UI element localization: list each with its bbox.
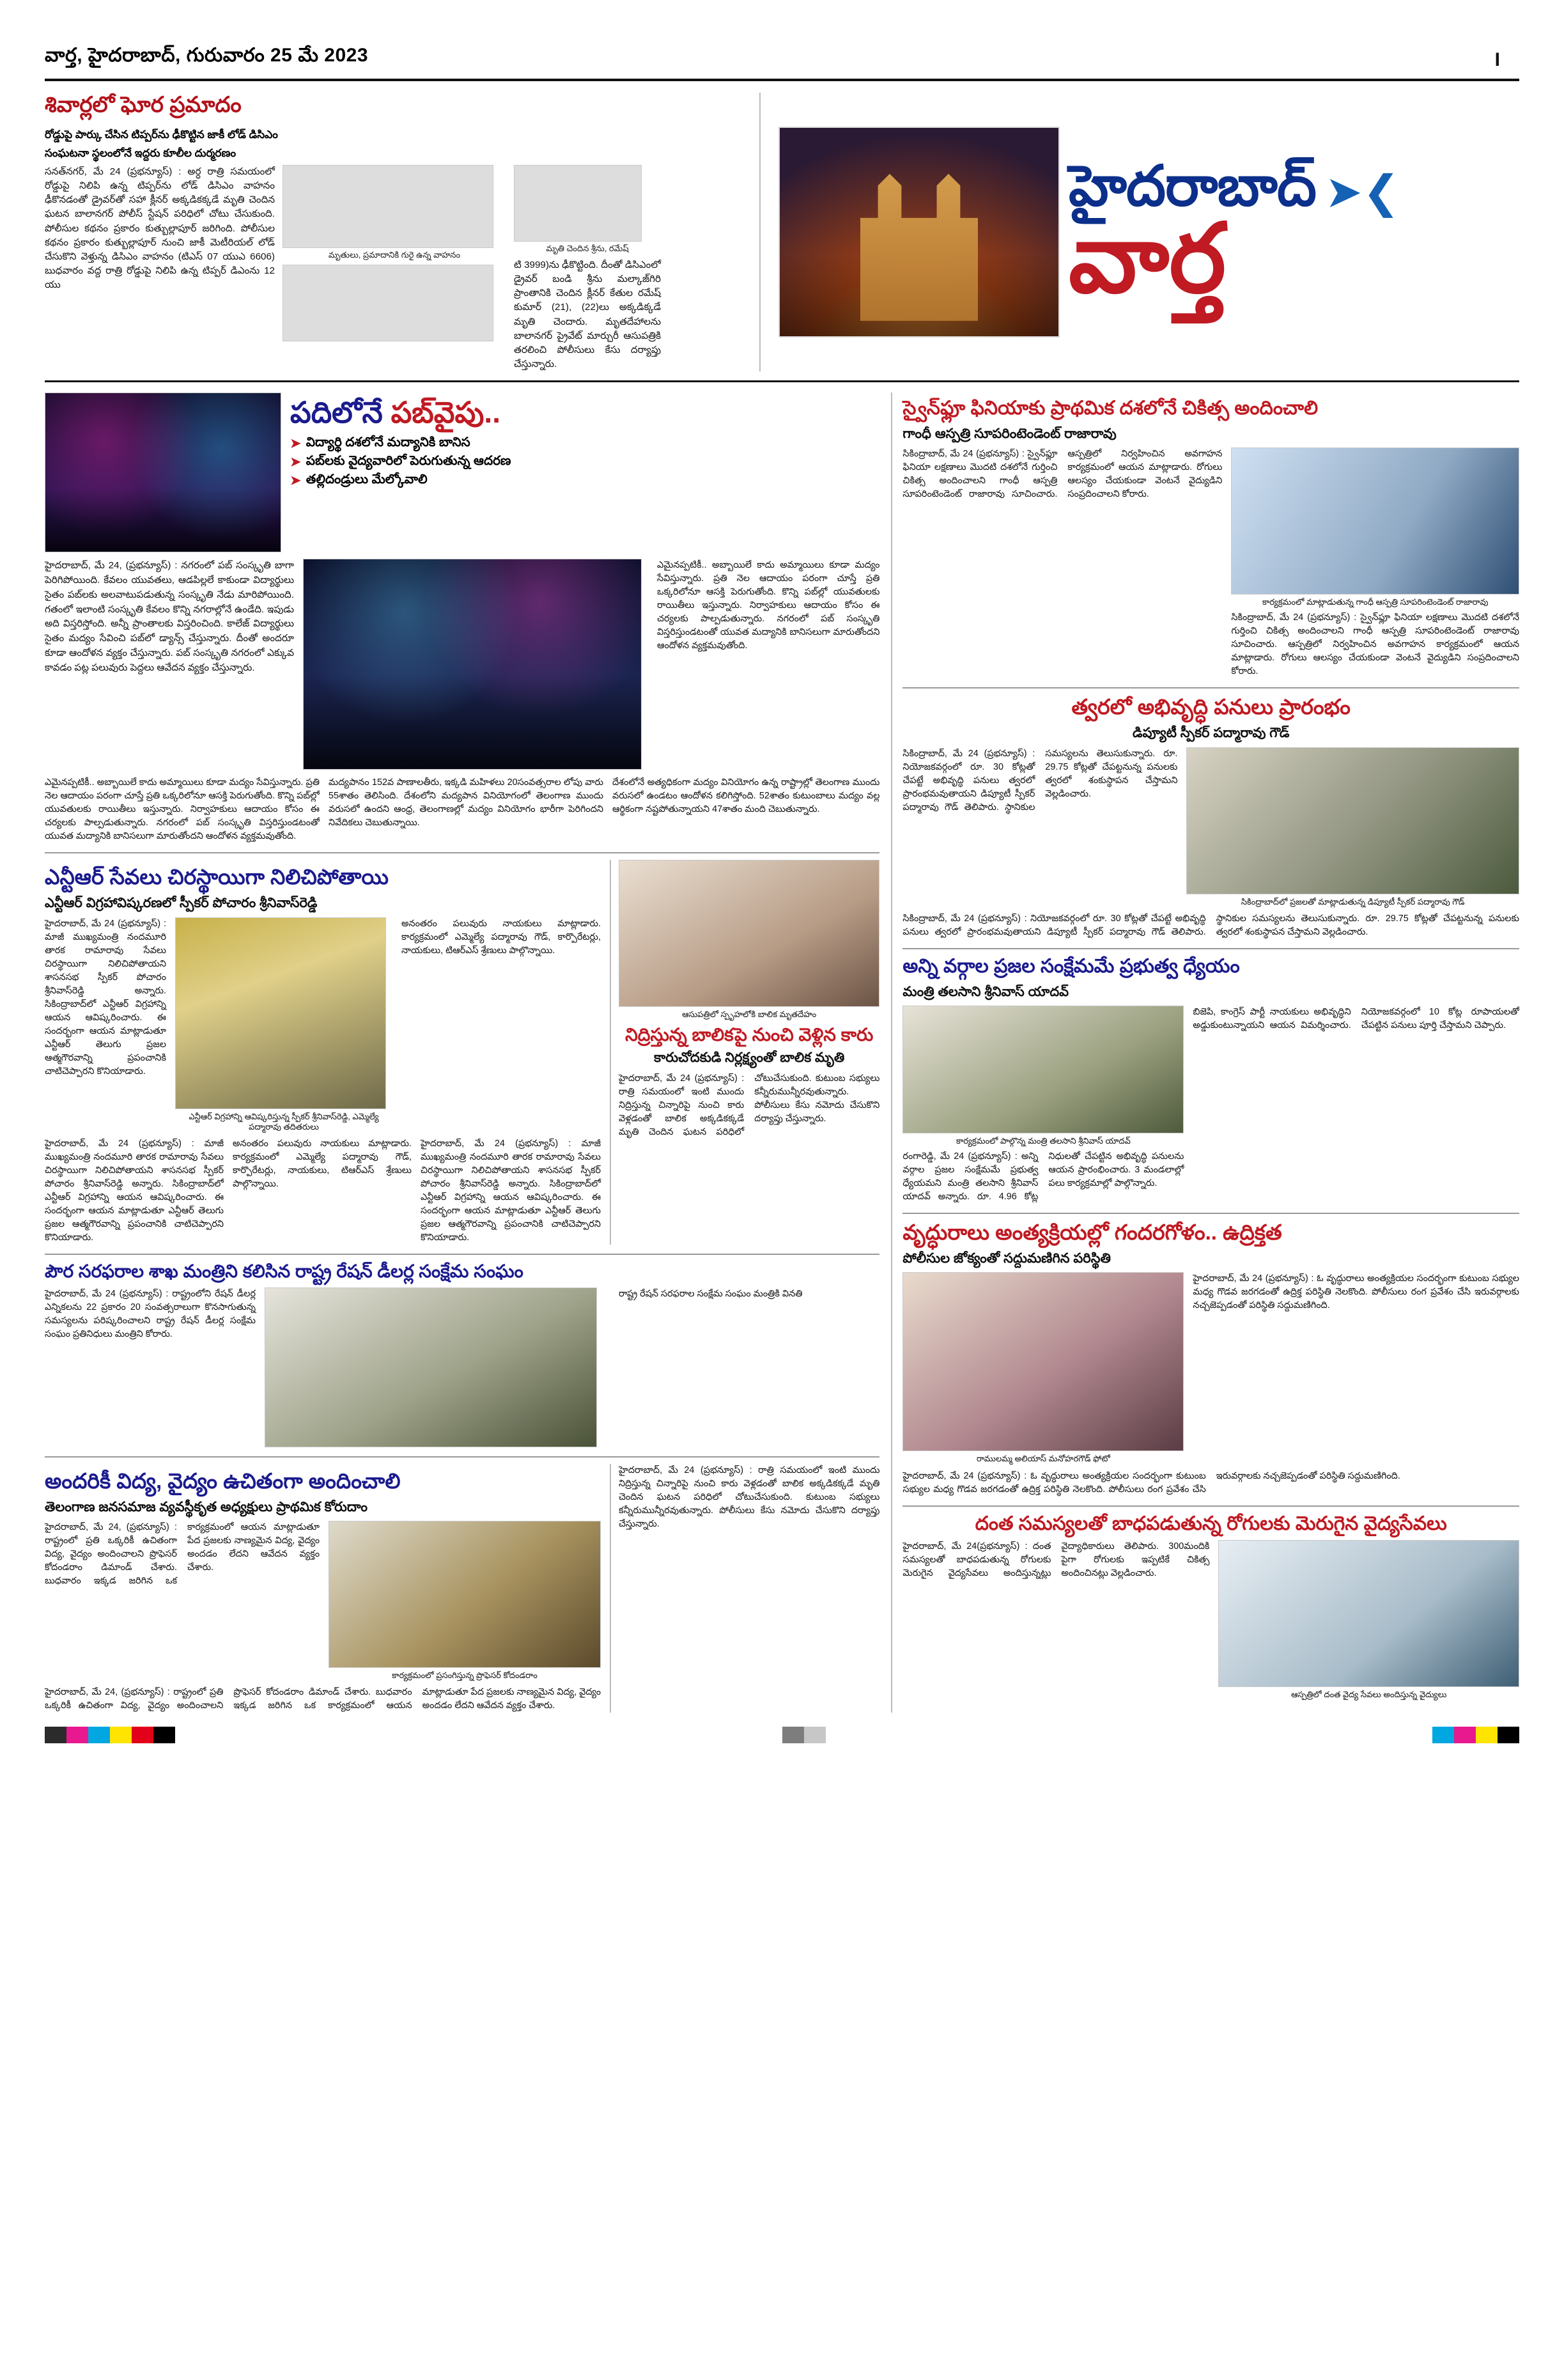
- dateline: వార్త, హైదరాబాద్, గురువారం 25 మే 2023: [45, 45, 369, 66]
- swine-headline: స్వైన్‌ఫ్లూ ఫినియాకు ప్రాథమిక దశలోనే చికిత్స అందించాలి: [902, 398, 1319, 419]
- lead-story: [45, 393, 879, 552]
- color-swatch: [45, 1727, 66, 1743]
- color-swatch: [66, 1727, 88, 1743]
- girl-victim-photo: [619, 860, 879, 1007]
- victims-portrait-photo: [514, 165, 642, 242]
- swine-clinic-photo: [1231, 447, 1519, 595]
- welfare-ministers-photo: [902, 1006, 1184, 1133]
- ration-headline: పౌర సరఫరాల శాఖ మంత్రిని కలిసిన రాష్ట్ర రేషన్ డీలర్ల సంక్షేమ సంఘం: [45, 1261, 523, 1282]
- welfare-body: రంగారెడ్డి, మే 24 (ప్రభన్యూస్) : అన్ని వర్గాల ప్రజల సంక్షేమమే ప్రభుత్వ ధ్యేయమని మంత్రి తలసాని శ్రీనివాస్ యాదవ్ అన్నారు. రూ. 4.96 కోట్ల నిధులతో చేపట్టిన అభివృద్ధి పనులను ఆయన ప్రారంభించారు. 3 మండలాల్లో పలు కార్యక్రమాల్లో పాల్గొన్నారు.: [902, 1151, 1184, 1202]
- dental-clinic-photo: [1218, 1540, 1519, 1687]
- education-photo-caption: కార్యక్రమంలో ప్రసంగిస్తున్న ప్రొఫెసర్ కోదండరాం: [392, 1670, 538, 1680]
- arrow-icon: ➤: [290, 436, 301, 451]
- masthead-band: [45, 81, 1519, 382]
- swine-body: సికింద్రాబాద్, మే 24 (ప్రభన్యూస్) : స్వైన్‌ఫ్లూ ఫినియా లక్షణాలు మొదటి దశలోనే గుర్తించి చికిత్స అందించాలని గాంధీ ఆస్పత్రి సూపరింటెండెంట్ రాజారావు సూచించారు. ఆస్పత్రిలో నిర్వహించిన అవగాహన కార్యక్రమంలో ఆయన మాట్లాడారు. రోగులు ఆలస్యం చేయకుండా వెంటనే వైద్యుడిని సంప్రదించాలని కోరారు.: [902, 449, 1223, 500]
- lead-bullet-2-text: తల్లిదండ్రులు మేల్కోవాలి: [306, 472, 428, 486]
- development-visit-photo: [1186, 747, 1519, 894]
- welfare-headline: అన్ని వర్గాల ప్రజల సంక్షేమమే ప్రభుత్వ ధ్యేయం: [902, 956, 1240, 977]
- edition-mark: I: [1494, 49, 1500, 70]
- concert-photo: [303, 559, 642, 770]
- dental-body: హైదరాబాద్, మే 24(ప్రభన్యూస్) : దంత సమస్యలతో బాధపడుతున్న రోగులకు మెరుగైన వైద్యసేవలు అందిస్తున్నట్లు వైద్యాధికారులు తెలిపారు. 300మందికి పైగా రోగులకు ఇప్పటికే చికిత్స అందించినట్లు వెల్లడించారు.: [902, 1541, 1210, 1579]
- ntr-body-col5: హైదరాబాద్, మే 24 (ప్రభన్యూస్) : మాజీ ముఖ్యమంత్రి నందమూరి తారక రామారావు సేవలు చిరస్థాయిగా నిలిచిపోతాయని శాసనసభ స్పీకర్ పోచారం శ్రీనివాస్‌రెడ్డి అన్నారు. సికింద్రాబాద్‌లో ఎన్టీఆర్ విగ్రహాన్ని ఆయన ఆవిష్కరించారు. ఈ సందర్భంగా ఆయన మాట్లాడుతూ ఎన్టీఆర్ తెలుగు ప్రజల ఆత్మగౌరవాన్ని ప్రపంచానికి చాటిచెప్పారని కొనియాడారు.: [421, 1139, 601, 1243]
- elder-story: [902, 1220, 1519, 1497]
- arrow-icon: ➤: [290, 455, 301, 469]
- main-content: [45, 382, 1519, 1713]
- accident-victim-photo: [283, 165, 493, 248]
- victims-portrait-caption: మృతి చెందిన శ్రీను, రమేష్: [546, 243, 629, 253]
- swine-byline: గాంధీ ఆస్పత్రి సూపరింటెండెంట్ రాజారావు: [902, 426, 1117, 441]
- ration-body-col1: హైదరాబాద్, మే 24 (ప్రభన్యూస్) : రాష్ట్రంలోని రేషన్ డీలర్ల ఎన్నికలను 22 ప్రకారం 20 సంవత్సరాలుగా కొనసాగుతున్న సమస్యలను పరిష్కరించాలని రాష్ట్ర రేషన్ డీలర్ల సంక్షేమ సంఘం ప్రతినిధులు మంత్రిని కోరారు.: [45, 1288, 256, 1339]
- ntr-photo-caption: ఎన్టీఆర్ విగ్రహాన్ని ఆవిష్కరిస్తున్న స్పీకర్ శ్రీనివాస్‌రెడ్డి, ఎమ్మెల్యే పద్మారావు తదితరులు: [189, 1111, 379, 1132]
- lead-headline-part2: పబ్‌వైపు..: [391, 396, 500, 430]
- girl-headline: నిద్రిస్తున్న బాలికపై నుంచి వెళ్లిన కారు: [625, 1024, 874, 1045]
- ntr-statue-photo: [175, 917, 386, 1109]
- ntr-body-col3: హైదరాబాద్, మే 24 (ప్రభన్యూస్) : మాజీ ముఖ్యమంత్రి నందమూరి తారక రామారావు సేవలు చిరస్థాయిగా నిలిచిపోతాయని శాసనసభ స్పీకర్ పోచారం శ్రీనివాస్‌రెడ్డి అన్నారు. సికింద్రాబాద్‌లో ఎన్టీఆర్ విగ్రహాన్ని ఆయన ఆవిష్కరించారు. ఈ సందర్భంగా ఆయన మాట్లాడుతూ ఎన్టీఆర్ తెలుగు ప్రజల ఆత్మగౌరవాన్ని ప్రపంచానికి చాటిచెప్పారని కొనియాడారు.: [45, 1139, 224, 1243]
- right-column: [891, 393, 1519, 1713]
- lead-side-text: ఎమైనప్పటికీ.. అబ్బాయిలే కాదు అమ్మాయిలు కూడా మద్యం సేవిస్తున్నారు. ప్రతి నెల ఆదాయం పరంగా చూస్తే ప్రతి ఒక్కరిలోనూ ఆసక్తి పెరుగుతోంది. కొన్ని పబ్‌ల్లో యువతులకు రాయితీలు ఇస్తున్నారు. నిర్వాహకులు ఆదాయం కోసం ఈ చర్యలకు పాల్పడుతున్నారు. నగరంలో పబ్ సంస్కృతి విస్తరిస్తుండటంతో యువత మద్యానికి బానిసలుగా మారుతోందని ఆందోళన వ్యక్తమవుతోంది.: [657, 560, 880, 651]
- color-swatch: [782, 1727, 804, 1743]
- swine-photo-caption: కార్యక్రమంలో మాట్లాడుతున్న గాంధీ ఆస్పత్రి సూపరింటెండెంట్ రాజారావు: [1262, 597, 1489, 607]
- color-swatch: [1476, 1727, 1498, 1743]
- girl-body: హైదరాబాద్, మే 24 (ప్రభన్యూస్) : రాత్రి సమయంలో ఇంటి ముందు నిద్రిస్తున్న చిన్నారిపై నుంచి కారు వెళ్లడంతో బాలిక అక్కడికక్కడే మృతి చెందిన ఘటన పరిధిలో చోటుచేసుకుంది. కుటుంబ సభ్యులు కన్నీరుమున్నీరవుతున్నారు. పోలీసులు కేసు నమోదు చేసుకొని దర్యాప్తు చేస్తున్నారు.: [619, 1073, 880, 1137]
- lead-cont-col3: మద్యపానం 152వ పాణాలతీరు, ఇక్కడి మహిళలు 20సంవత్సరాల లోపు వారు 55శాతం తెలిసింది. దేశంలోని మద్యపాన వినియోగంలో తెలంగాణ ముందు వరుసలో ఉందని ఆంధ్ర, తెలంగాణల్లో మద్యం వినియోగం భారీగా పెరిగిందని నివేదికలు చెబుతున్నాయి.: [329, 777, 603, 828]
- girl-subhead: కారుచోదకుడి నిర్లక్ష్యంతో బాలిక మృతి: [654, 1050, 845, 1066]
- color-swatch: [88, 1727, 110, 1743]
- lead-cont-col2: ఎమైనప్పటికీ.. అబ్బాయిలే కాదు అమ్మాయిలు కూడా మద్యం సేవిస్తున్నారు. ప్రతి నెల ఆదాయం పరంగా చూస్తే ప్రతి ఒక్కరిలోనూ ఆసక్తి పెరుగుతోంది. కొన్ని పబ్‌ల్లో యువతులకు రాయితీలు ఇస్తున్నారు. నిర్వాహకులు ఆదాయం కోసం ఈ చర్యలకు పాల్పడుతున్నారు. నగరంలో పబ్ సంస్కృతి విస్తరిస్తుండటంతో యువత మద్యానికి బానిసలుగా మారుతోందని ఆందోళన వ్యక్తమవుతోంది.: [45, 777, 320, 842]
- education-body: హైదరాబాద్, మే 24, (ప్రభన్యూస్) : రాష్ట్రంలో ప్రతి ఒక్కరికీ ఉచితంగా విద్య, వైద్యం అందించాలని ప్రొఫెసర్ కోదండరాం డిమాండ్ చేశారు. బుధవారం ఇక్కడ జరిగిన ఒక కార్యక్రమంలో ఆయన మాట్లాడుతూ పేద ప్రజలకు నాణ్యమైన విద్య, వైద్యం అందడం లేదని ఆవేదన వ్యక్తం చేశారు.: [45, 1521, 320, 1586]
- color-swatch: [1432, 1727, 1454, 1743]
- girl-body-cont: హైదరాబాద్, మే 24 (ప్రభన్యూస్) : రాత్రి సమయంలో ఇంటి ముందు నిద్రిస్తున్న చిన్నారిపై నుంచి కారు వెళ్లడంతో బాలిక అక్కడికక్కడే మృతి చెందిన ఘటన పరిధిలో చోటుచేసుకుంది. కుటుంబ సభ్యులు కన్నీరుమున్నీరవుతున్నారు. పోలీసులు కేసు నమోదు చేసుకొని దర్యాప్తు చేస్తున్నారు.: [619, 1465, 880, 1529]
- header-story-headline: శివార్లలో ఘోర ప్రమాదం: [45, 93, 242, 117]
- color-swatch: [1454, 1727, 1476, 1743]
- color-swatch: [804, 1727, 826, 1743]
- ration-story: [45, 1261, 879, 1447]
- elder-subhead: పోలీసుల జోక్యంతో సద్దుమణిగిన పరిస్థితి: [902, 1251, 1111, 1266]
- ntr-headline: ఎన్టీఆర్ సేవలు చిరస్థాయిగా నిలిచిపోతాయి: [45, 865, 389, 889]
- ntr-body-col2: అనంతరం పలువురు నాయకులు మాట్లాడారు. కార్యక్రమంలో ఎమ్మెల్యే పద్మారావు గౌడ్, కార్పొరేటర్లు, నాయకులు, టిఆర్ఎస్ శ్రేణులు పాల్గొన్నాయి.: [401, 918, 601, 956]
- print-registration-colorbar: [45, 1727, 1519, 1743]
- elder-woman-photo: [902, 1272, 1184, 1451]
- left-column: [45, 393, 879, 1713]
- elder-photo-caption: రాములమ్మ అలియాస్ మనోహరగౌడ్ ఫోటో: [976, 1454, 1110, 1464]
- paper-logo[interactable]: [1069, 154, 1400, 313]
- lead-body-text: హైదరాబాద్, మే 24, (ప్రభన్యూస్) : నగరంలో పబ్ సంస్కృతి బాగా పెరిగిపోయింది. కేవలం యువతలు, ఆడపిల్లలే కాకుండా విద్యార్థులు సైతం పబ్‌లకు అలవాటుపడుతున్న సంస్కృతి నేడు మారిపోయింది. గతంలో ఇలాంటి సంస్కృతి కేవలం కొన్ని నగరాల్లోనే ఉండేది. ఇపుడు అది విస్తరిస్తోంది. అన్నీ ప్రాంతాలకు విస్తరించింది. కాలేజ్ విద్యార్థులు సైతం మద్యం సేవించి పబ్‌లో డ్యాన్స్ చేస్తున్నారు. దీంతో అందరూ కూడా ఆందోళన వ్యక్తం చేస్తున్నారు. పబ్ సంస్కృతి నగరంలో ఎక్కువ కావడం పట్ల పలువురు పెద్దలు ఆవేదన వ్యక్తం చేస్తున్నారు.: [45, 560, 294, 673]
- girl-photo-caption: ఆసుపత్రిలో స్పృహలోకి బాలిక మృతదేహం: [682, 1009, 817, 1020]
- dental-headline: దంత సమస్యలతో బాధపడుతున్న రోగులకు మెరుగైన వైద్యసేవలు: [975, 1513, 1447, 1534]
- elder-headline: వృద్ధురాలు అంత్యక్రియల్లో గందరగోళం.. ఉద్రిక్తత: [902, 1220, 1282, 1245]
- header-story-sub1: రోడ్డుపై పార్కు చేసిన టిప్పర్‌ను ఢీకొట్టిన జాకీ లోడ్ డిసిఎం: [45, 128, 278, 141]
- lead-bullet-1-text: పబ్‌లకు వైద్యవారిలో పెరుగుతున్న ఆదరణ: [306, 453, 511, 468]
- development-byline: డిప్యూటీ స్పీకర్ పద్మారావు గౌడ్: [1133, 726, 1290, 741]
- education-event-photo: [329, 1521, 601, 1668]
- header-accident-story: [45, 93, 761, 371]
- logo-paper-name: వార్త: [1069, 205, 1227, 313]
- lead-headline: [290, 396, 879, 429]
- development-headline: త్వరలో అభివృద్ధి పనులు ప్రారంభం: [1071, 695, 1351, 719]
- education-body-cont: హైదరాబాద్, మే 24, (ప్రభన్యూస్) : రాష్ట్రంలో ప్రతి ఒక్కరికీ ఉచితంగా విద్య, వైద్యం అందించాలని ప్రొఫెసర్ కోదండరాం డిమాండ్ చేశారు. బుధవారం ఇక్కడ జరిగిన ఒక కార్యక్రమంలో ఆయన మాట్లాడుతూ పేద ప్రజలకు నాణ్యమైన విద్య, వైద్యం అందడం లేదని ఆవేదన వ్యక్తం చేశారు.: [45, 1687, 601, 1711]
- welfare-photo-caption: కార్యక్రమంలో పాల్గొన్న మంత్రి తలసాని శ్రీనివాస్ యాదవ్: [956, 1135, 1131, 1146]
- pub-crowd-photo: [45, 393, 281, 552]
- education-headline: అందరికీ విద్య, వైద్యం ఉచితంగా అందించాలి: [45, 1468, 401, 1493]
- accident-photo-caption: మృతులు, ప్రమాదానికి గురై ఉన్న వాహనం: [328, 249, 461, 260]
- color-swatch: [1498, 1727, 1519, 1743]
- logo-city-name: హైదరాబాద్: [1069, 154, 1316, 218]
- education-subhead: తెలంగాణ జనసమాజ వ్యవస్థీకృత అధ్యక్షులు ప్రాథమిక కోరుదాం: [45, 1499, 368, 1514]
- girl-story: [610, 860, 879, 1245]
- charminar-photo: [778, 127, 1060, 338]
- lead-headline-part1: పదిలోనే: [290, 396, 383, 430]
- swine-body-cont: సికింద్రాబాద్, మే 24 (ప్రభన్యూస్) : స్వైన్‌ఫ్లూ ఫినియా లక్షణాలు మొదటి దశలోనే గుర్తించి చికిత్స అందించాలని గాంధీ ఆస్పత్రి సూపరింటెండెంట్ రాజారావు సూచించారు. ఆస్పత్రిలో నిర్వహించిన అవగాహన కార్యక్రమంలో ఆయన మాట్లాడారు. రోగులు ఆలస్యం చేయకుండా వెంటనే వైద్యుడిని సంప్రదించాలని కోరారు.: [1231, 612, 1519, 677]
- welfare-story: [902, 956, 1519, 1204]
- ntr-and-girl-row: [45, 860, 879, 1245]
- dental-story: [902, 1513, 1519, 1700]
- color-swatch: [153, 1727, 175, 1743]
- ntr-story: [45, 860, 601, 1245]
- development-story: [902, 695, 1519, 939]
- lead-bullet-0: [290, 435, 879, 453]
- header-story-sub2: సంఘటనా స్థలంలోనే ఇద్దరు కూలీల దుర్మరణం: [45, 146, 236, 159]
- masthead-logo-area: [772, 93, 1519, 371]
- arrow-icon: ➤: [290, 473, 301, 488]
- lead-bullet-0-text: విద్యార్థి దశలోనే మద్యానికి బానిస: [306, 435, 470, 449]
- lead-bullet-1: [290, 454, 879, 471]
- ntr-body-col4: అనంతరం పలువురు నాయకులు మాట్లాడారు. కార్యక్రమంలో ఎమ్మెల్యే పద్మారావు గౌడ్, కార్పొరేటర్లు, నాయకులు, టిఆర్ఎస్ శ్రేణులు పాల్గొన్నాయి.: [233, 1139, 412, 1190]
- color-swatch: [132, 1727, 153, 1743]
- development-photo-caption: సికింద్రాబాద్‌లో ప్రజలతో మాట్లాడుతున్న డిప్యూటీ స్పీకర్ పద్మారావు గౌడ్: [1241, 896, 1465, 906]
- color-swatch: [110, 1727, 132, 1743]
- lead-bullet-2: [290, 472, 879, 490]
- ntr-byline: ఎన్టీఆర్ విగ్రహావిష్కరణలో స్పీకర్ పోచారం శ్రీనివాస్‌రెడ్డి: [45, 896, 318, 911]
- welfare-body2: బిజెపి, కాంగ్రెస్ పార్టీ నాయకులు అభివృద్ధిని అడ్డుకుంటున్నాయని ఆయన విమర్శించారు. నియోజకవర్గంలో 10 కోట్ల రూపాయలతో చేపట్టిన పనులు పూర్తి చేస్తామని చెప్పారు.: [1193, 1006, 1519, 1031]
- bird-icon: ➤❮: [1324, 167, 1400, 217]
- elder-body-cont: హైదరాబాద్, మే 24 (ప్రభన్యూస్) : ఓ వృద్ధురాలు అంత్యక్రియల సందర్భంగా కుటుంబ సభ్యుల మధ్య గొడవ జరగడంతో ఉద్రిక్త పరిస్థితి నెలకొంది. పోలీసులు రంగ ప్రవేశం చేసి ఇరువర్గాలకు నచ్చజెప్పడంతో పరిస్థితి సద్దుమణిగింది.: [902, 1470, 1400, 1495]
- dental-photo-caption: ఆస్పత్రిలో దంత వైద్య సేవలు అందిస్తున్న వైద్యులు: [1291, 1690, 1447, 1700]
- header-story-col1: సనత్‌నగర్, మే 24 (ప్రభన్యూస్) : అర్ధ రాత్రి సమయంలో రోడ్డుపై నిలిపి ఉన్న టిప్పర్‌ను లోడ్ డిసిఎం వాహనం ఢీకొనడంతో డ్రైవర్‌తో సహా క్లీనర్ అక్కడికక్కడే మృతి చెందిన ఘటన బాలానగర్ పోలీస్ స్టేషన్ పరిధిలో చోటు చేసుకుంది. పోలీసుల కథనం ప్రకారం కుత్బుల్లాపూర్ జరిగింది. పోలీసుల కథనం ప్రకారం కుత్బుల్లాపూర్ నుంచి జాకీ మెటీరియల్ లోడ్ చేసుకొని వెళ్తున్న డిసిఎం వాహనం (టిఎస్ 07 యుఎ 6606) బుధవారం వద్ద రాత్రి రోడ్డుపై నిలిపి ఉన్న టిప్పర్ డిఎంను 12 యు: [45, 166, 275, 291]
- page-topbar: [45, 45, 1519, 81]
- ration-caption-text: రాష్ట్ర రేషన్ సరఫరాల సంక్షేమ సంఘం మంత్రికి వినతి: [619, 1288, 803, 1299]
- development-body: సికింద్రాబాద్, మే 24 (ప్రభన్యూస్) : నియోజకవర్గంలో రూ. 30 కోట్లతో చేపట్టే అభివృద్ధి పనులు త్వరలో ప్రారంభమవుతాయని డిప్యూటీ స్పీకర్ పద్మారావు గౌడ్ తెలిపారు. స్థానికుల సమస్యలను తెలుసుకున్నారు. రూ. 29.75 కోట్లతో చేపట్టనున్న పనులకు త్వరలో శంకుస్థాపన చేస్తామని వెల్లడించారు.: [902, 748, 1178, 813]
- welfare-byline: మంత్రి తలసాని శ్రీనివాస్ యాదవ్: [902, 984, 1069, 999]
- header-story-col2: టి 3999)ను ఢీకొట్టింది. దీంతో డిసిఎంలో డ్రైవర్ బండి శ్రీను మల్కాజ్‌గిరి ప్రాంతానికి చెందిన క్లీనర్ కేతుల రమేష్ కుమార్ (21), (22)లు అక్కడిక్కడే మృతి చెందారు. మృతదేహాలను బాలానగర్ ప్రైవేట్ మార్చురీ ఆసుపత్రికి తరలించి పోలీసులు కేసు దర్యాప్తు చేస్తున్నారు.: [514, 259, 661, 370]
- ntr-body-col1: హైదరాబాద్, మే 24 (ప్రభన్యూస్) : మాజీ ముఖ్యమంత్రి నందమూరి తారక రామారావు సేవలు చిరస్థాయిగా నిలిచిపోతాయని శాసనసభ స్పీకర్ పోచారం శ్రీనివాస్‌రెడ్డి అన్నారు. సికింద్రాబాద్‌లో ఎన్టీఆర్ విగ్రహాన్ని ఆయన ఆవిష్కరించారు. ఈ సందర్భంగా ఆయన మాట్లాడుతూ ఎన్టీఆర్ తెలుగు ప్రజల ఆత్మగౌరవాన్ని ప్రపంచానికి చాటిచెప్పారని కొనియాడారు.: [45, 918, 166, 1077]
- ration-meeting-photo: [265, 1287, 597, 1447]
- swine-flu-story: [902, 398, 1519, 678]
- education-story: [45, 1464, 879, 1713]
- development-body-cont: సికింద్రాబాద్, మే 24 (ప్రభన్యూస్) : నియోజకవర్గంలో రూ. 30 కోట్లతో చేపట్టే అభివృద్ధి పనులు త్వరలో ప్రారంభమవుతాయని డిప్యూటీ స్పీకర్ పద్మారావు గౌడ్ తెలిపారు. స్థానికుల సమస్యలను తెలుసుకున్నారు. రూ. 29.75 కోట్లతో చేపట్టనున్న పనులకు త్వరలో శంకుస్థాపన చేస్తామని వెల్లడించారు.: [902, 913, 1519, 937]
- elder-body: హైదరాబాద్, మే 24 (ప్రభన్యూస్) : ఓ వృద్ధురాలు అంత్యక్రియల సందర్భంగా కుటుంబ సభ్యుల మధ్య గొడవ జరగడంతో ఉద్రిక్త పరిస్థితి నెలకొంది. పోలీసులు రంగ ప్రవేశం చేసి ఇరువర్గాలకు నచ్చజెప్పడంతో పరిస్థితి సద్దుమణిగింది.: [1193, 1273, 1519, 1311]
- lead-cont-col4: దేశంలోనే అత్యధికంగా మద్యం వినియోగం ఉన్న రాష్ట్రాల్లో తెలంగాణ ముందు వరుసలో ఉండటం ఆందోళన కలిగిస్తోంది. 52శాతం కుటుంబాలు మద్యం వల్ల ఆర్థికంగా నష్టపోతున్నాయని 47శాతం మంది చెబుతున్నారు.: [612, 777, 880, 815]
- accident-vehicle-photo: [283, 265, 493, 341]
